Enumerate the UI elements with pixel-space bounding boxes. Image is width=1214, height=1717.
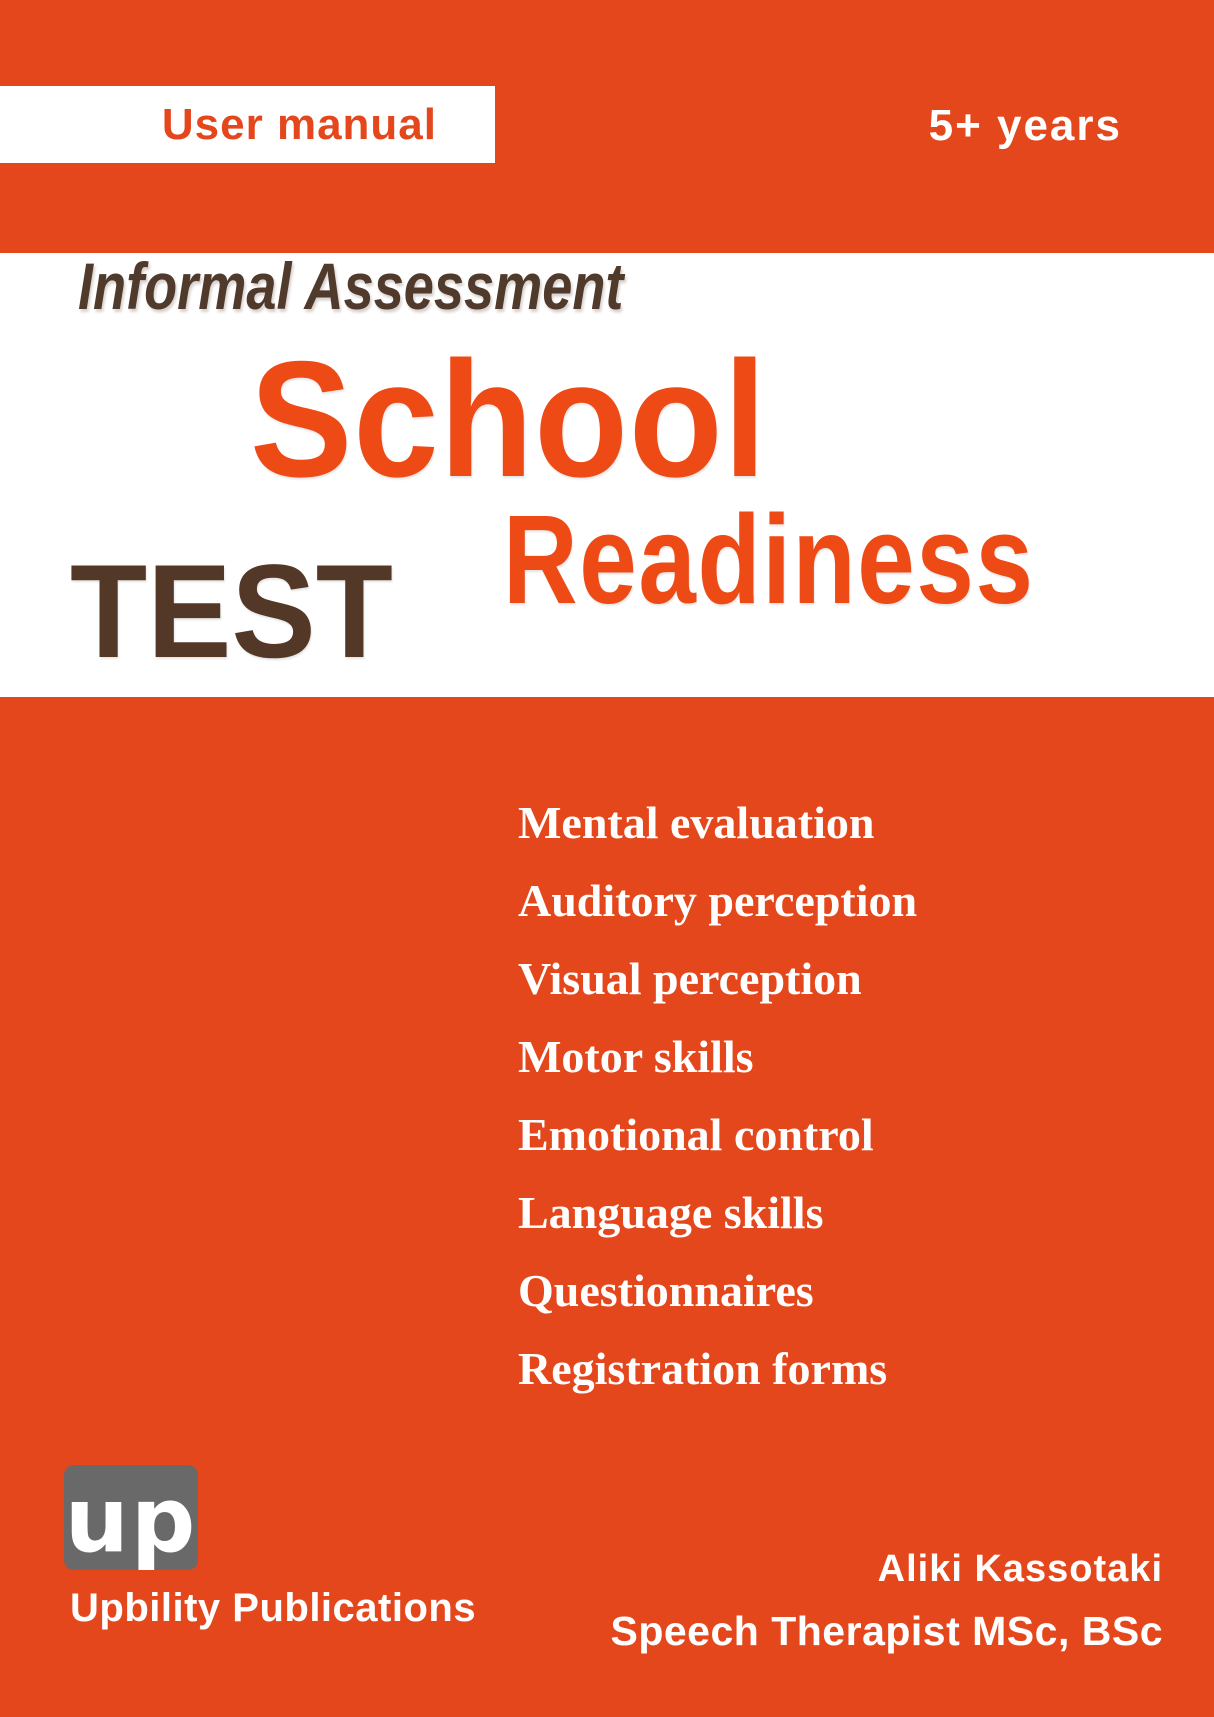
author-name: Aliki Kassotaki — [877, 1548, 1163, 1590]
title-readiness: Readiness — [503, 489, 1035, 630]
topics-list — [518, 798, 917, 1422]
assessment-kicker: Informal Assessment — [78, 249, 624, 323]
upbility-logo-text: up — [64, 1468, 198, 1573]
user-manual-badge — [0, 86, 495, 163]
topic-item: Registration forms — [518, 1343, 888, 1394]
title-school: School — [250, 327, 768, 511]
upbility-logo — [64, 1465, 198, 1573]
title-band — [0, 249, 1214, 697]
publisher-name: Upbility Publications — [70, 1586, 477, 1630]
author-credentials: Speech Therapist MSc, BSc — [610, 1608, 1163, 1654]
user-manual-label: User manual — [161, 99, 437, 149]
age-range-label: 5+ years — [928, 101, 1122, 150]
topic-item: Visual perception — [518, 953, 862, 1004]
topic-item: Questionnaires — [518, 1265, 814, 1316]
topic-item: Language skills — [518, 1187, 824, 1238]
topic-item: Auditory perception — [518, 875, 918, 926]
title-test: TEST — [70, 538, 393, 686]
topic-item: Mental evaluation — [518, 797, 875, 848]
topic-item: Motor skills — [518, 1031, 754, 1082]
topic-item: Emotional control — [518, 1109, 874, 1160]
